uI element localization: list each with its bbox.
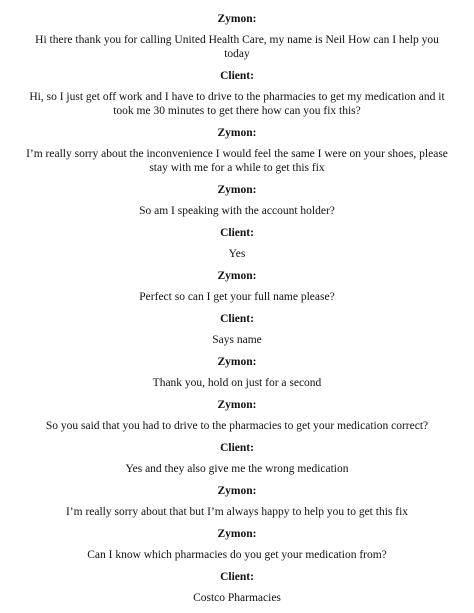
dialogue-line: Perfect so can I get your full name please?	[139, 291, 335, 303]
dialogue-line: Hi there thank you for calling United Health Care, my name is Neil How can I help you today	[35, 34, 439, 60]
transcript-turn	[22, 126, 452, 175]
dialogue-line: Costco Pharmacies	[193, 592, 281, 604]
dialogue-line: So you said that you had to drive to the pharmacies to get your medication correct?	[45, 420, 429, 432]
speaker-label: Client:	[220, 70, 254, 82]
speaker-label: Zymon:	[217, 184, 257, 196]
dialogue-line: Yes and they also give me the wrong medication	[125, 463, 349, 475]
dialogue-line: I’m really sorry about the inconvenience I would feel the same I were on your shoes, please stay with me for a while to get this fix	[26, 148, 448, 174]
dialogue-line: Can I know which pharmacies do you get your medication from?	[87, 549, 387, 561]
transcript-turn	[22, 570, 452, 605]
speaker-label: Zymon:	[217, 127, 257, 139]
transcript-turn	[22, 355, 452, 390]
speaker-label: Zymon:	[217, 356, 257, 368]
transcript-turn	[22, 527, 452, 562]
dialogue-line: Hi, so I just get off work and I have to drive to the pharmacies to get my medication and it took me 30 minutes to get there how can you fix this?	[29, 91, 445, 117]
speaker-label: Client:	[220, 313, 254, 325]
transcript-turn	[22, 269, 452, 304]
speaker-label: Zymon:	[217, 528, 257, 540]
transcript-turn	[22, 484, 452, 519]
transcript-turn	[22, 226, 452, 261]
transcript-turn	[22, 441, 452, 476]
transcript-turn	[22, 69, 452, 118]
speaker-label: Zymon:	[217, 485, 257, 497]
transcript-turn	[22, 312, 452, 347]
speaker-label: Zymon:	[217, 399, 257, 411]
dialogue-line: I’m really sorry about that but I’m always happy to help you to get this fix	[65, 506, 409, 518]
speaker-label: Client:	[220, 227, 254, 239]
transcript-turn	[22, 12, 452, 61]
speaker-label: Client:	[220, 442, 254, 454]
dialogue-line: So am I speaking with the account holder?	[139, 205, 335, 217]
speaker-label: Zymon:	[217, 270, 257, 282]
dialogue-line: Says name	[212, 334, 262, 346]
speaker-label: Zymon:	[217, 13, 257, 25]
transcript-turn	[22, 183, 452, 218]
dialogue-line: Yes	[228, 248, 246, 260]
speaker-label: Client:	[220, 571, 254, 583]
dialogue-line: Thank you, hold on just for a second	[152, 377, 322, 389]
transcript-turn	[22, 398, 452, 433]
